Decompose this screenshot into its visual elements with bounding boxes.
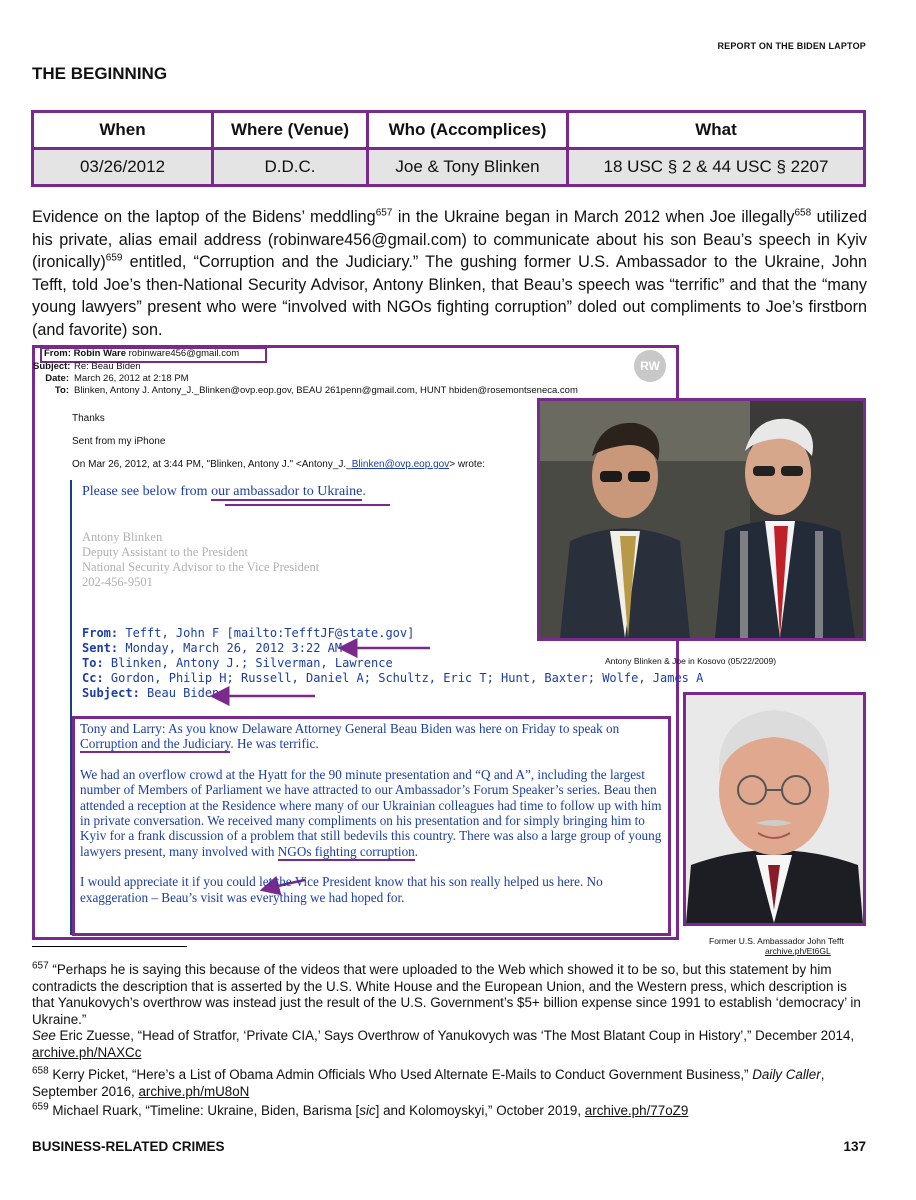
cell-when: 03/26/2012 [33,149,213,186]
page-number: 137 [843,1139,866,1154]
header-where: Where (Venue) [213,112,368,149]
footnote-658-num: 658 [32,1065,49,1077]
ambassador-underline: our ambassador to Ukraine [211,484,363,499]
fwd-to: To: Blinken, Antony J.; Silverman, Lawrence [82,656,393,670]
footnote-659-link[interactable]: archive.ph/77oZ9 [584,1103,689,1118]
footnote-rule [32,946,187,947]
from-name: Robin Ware [73,348,126,359]
sig-name: Antony Blinken [82,530,163,544]
blinken-email-link[interactable]: Blinken@ovp.eop.gov [351,459,450,470]
body-text-1: Evidence on the laptop of the Bidens’ meddling [32,208,376,226]
date-value: March 26, 2012 at 2:18 PM [74,373,189,384]
footnote-659-num: 659 [32,1101,49,1113]
header-what: What [568,112,865,149]
running-header: REPORT ON THE BIDEN LAPTOP [717,41,866,51]
footnote-657-see: See [32,1028,56,1043]
photo-blinken-biden-image [540,401,863,638]
cell-who: Joe & Tony Blinken [368,149,568,186]
photo-tefft [683,692,866,926]
section-title: THE BEGINNING [32,64,168,83]
footnote-ref-659[interactable]: 659 [105,252,123,264]
to-value: Blinken, Antony J. Antony_J._Blinken@ovp.eop.gov, BEAU 261penn@gmail.com, HUNT hbiden@rosemontseneca.com [74,385,578,396]
sig-title-1: Deputy Assistant to the President [82,545,248,559]
footnote-658-publication: Daily Caller [752,1067,821,1082]
footnote-659: $^{659}$ Michael Ruark, “Timeline: Ukraine, Biden, Barisma [sic] and Kolomoyskyi,” October 2019, archive.ph/77oZ9 [32,1101,689,1118]
header-who: Who (Accomplices) [368,112,568,149]
body-text-2: in the Ukraine began in March 2012 when Joe illegally [392,208,795,226]
photo-blinken-biden [537,398,866,641]
sig-title-2: National Security Advisor to the Vice President [82,560,320,574]
footnote-658-link[interactable]: archive.ph/mU8oN [138,1083,250,1099]
fwd-sent: Sent: Monday, March 26, 2012 3:22 AM [82,641,343,655]
please-see-line: Please see below from our ambassador to Ukraine. [82,484,366,499]
avatar: RW [634,350,666,382]
sent-from-text: Sent from my iPhone [72,436,166,447]
corruption-underline: Corruption and the Judiciary [80,736,231,752]
body-text-3: utilized his private, alias email address (robinware456@gmail.com) to communicate about his son Beau’s speech in Kyiv (ironically) [32,208,867,271]
fwd-from: From: Tefft, John F [mailto:TefftJF@state.gov] [82,626,415,640]
thanks-text: Thanks [72,413,105,424]
sig-phone: 202-456-9501 [82,575,153,589]
caption-tefft: Former U.S. Ambassador John Tefft [709,936,844,946]
footnote-659-sic: sic [359,1103,376,1118]
from-address: robinware456@gmail.com [128,348,240,359]
fwd-cc: Cc: Gordon, Philip H; Russell, Daniel A; Schultz, Eric T; Hunt, Baxter; Wolfe, James A [82,671,704,685]
email-body-p3: I would appreciate it if you could let the Vice President know that his son really helped us here. No exaggeration – Beau’s visit was everything we had hoped for. [80,874,603,905]
fwd-subject: Subject: Beau Biden [82,686,220,700]
footnote-658: $^{658}$ Kerry Picket, “Here’s a List of Obama Admin Officials Who Used Alternate E-Mails to Conduct Government Business,” Daily Caller, September 2016, archive.ph/mU8oN [32,1065,825,1099]
caption-tefft-link[interactable]: archive.ph/Et6GL [765,946,831,956]
email-body [80,721,664,905]
ngo-underline: NGOs fighting corruption [277,843,415,859]
wrote-line: On Mar 26, 2012, at 3:44 PM, "Blinken, Antony J." <Antony_J._Blinken@ovp.eop.gov> wrote: [72,459,486,470]
footnote-ref-658[interactable]: 658 [794,207,812,219]
body-text-4: entitled, “Corruption and the Judiciary.” The gushing former U.S. Ambassador to the Ukraine, John Tefft, told Joe’s then-National Security Advisor, Antony Blinken, that Beau’s speech was “terrific” and that the “many young lawyers” present who were “involved with NGOs fighting corruption” doled out compliments to Joe’s firstborn (and favorite) son. [32,253,867,339]
footer-section: BUSINESS-RELATED CRIMES [32,1139,225,1154]
footnote-657: $^{657}$ “Perhaps he is saying this because of the videos that were uploaded to the Web which showed it to be so, but this statement by him contradicts the description that is asserted by the U.S. White House and the European Union, and the Western press, which description is that Yanukovych’s overthrow was instead just the result of the U.S. Government’s $5+ billion expense since 1991 to establish ‘democracy’ in Ukraine.” See Eric Zuesse, “Head of Stratfor, ‘Private CIA,’ Says Overthrow of Yanukovych was ‘The Most Blatant Coup in History’,” December 2014, archive.ph/NAXCc [32,960,861,1060]
cell-where: D.D.C. [213,149,368,186]
date-label: Date: [45,373,69,384]
footnote-ref-657[interactable]: 657 [375,207,393,219]
footnote-657-link[interactable]: archive.ph/NAXCc [32,1044,142,1060]
footnote-657-num: 657 [32,960,49,972]
to-label: To: [54,385,69,396]
caption-blinken-biden: Antony Blinken & Joe in Kosovo (05/22/2009) [605,656,777,666]
photo-tefft-image [686,695,863,923]
email-body-p1: Tony and Larry: As you know Delaware Attorney General Beau Biden was here on Friday to speak on Corruption and the Judiciary. He was terrific. [80,721,620,752]
subject-value: Re: Beau Biden [74,361,141,372]
header-when: When [33,112,213,149]
subject-label: Subject: [33,361,71,372]
cell-what: 18 USC § 2 & 44 USC § 2207 [568,149,865,186]
from-label: From: [44,348,71,359]
email-body-p2: We had an overflow crowd at the Hyatt for the 90 minute presentation and “Q and A”, including the largest number of Members of Parliament we have attracted to our Ambassador’s Forum Speaker’s series. Beau then attended a reception at the Residence where many of our Ukrainian colleagues had time to follow up with him in private conversation. We received many compliments on his presentation and for simply bringing him to Kyiv for a frank discussion of a problem that still bedevils this country. There was also a large group of young lawyers present, many involved with NGOs fighting corruption. [80,766,662,859]
